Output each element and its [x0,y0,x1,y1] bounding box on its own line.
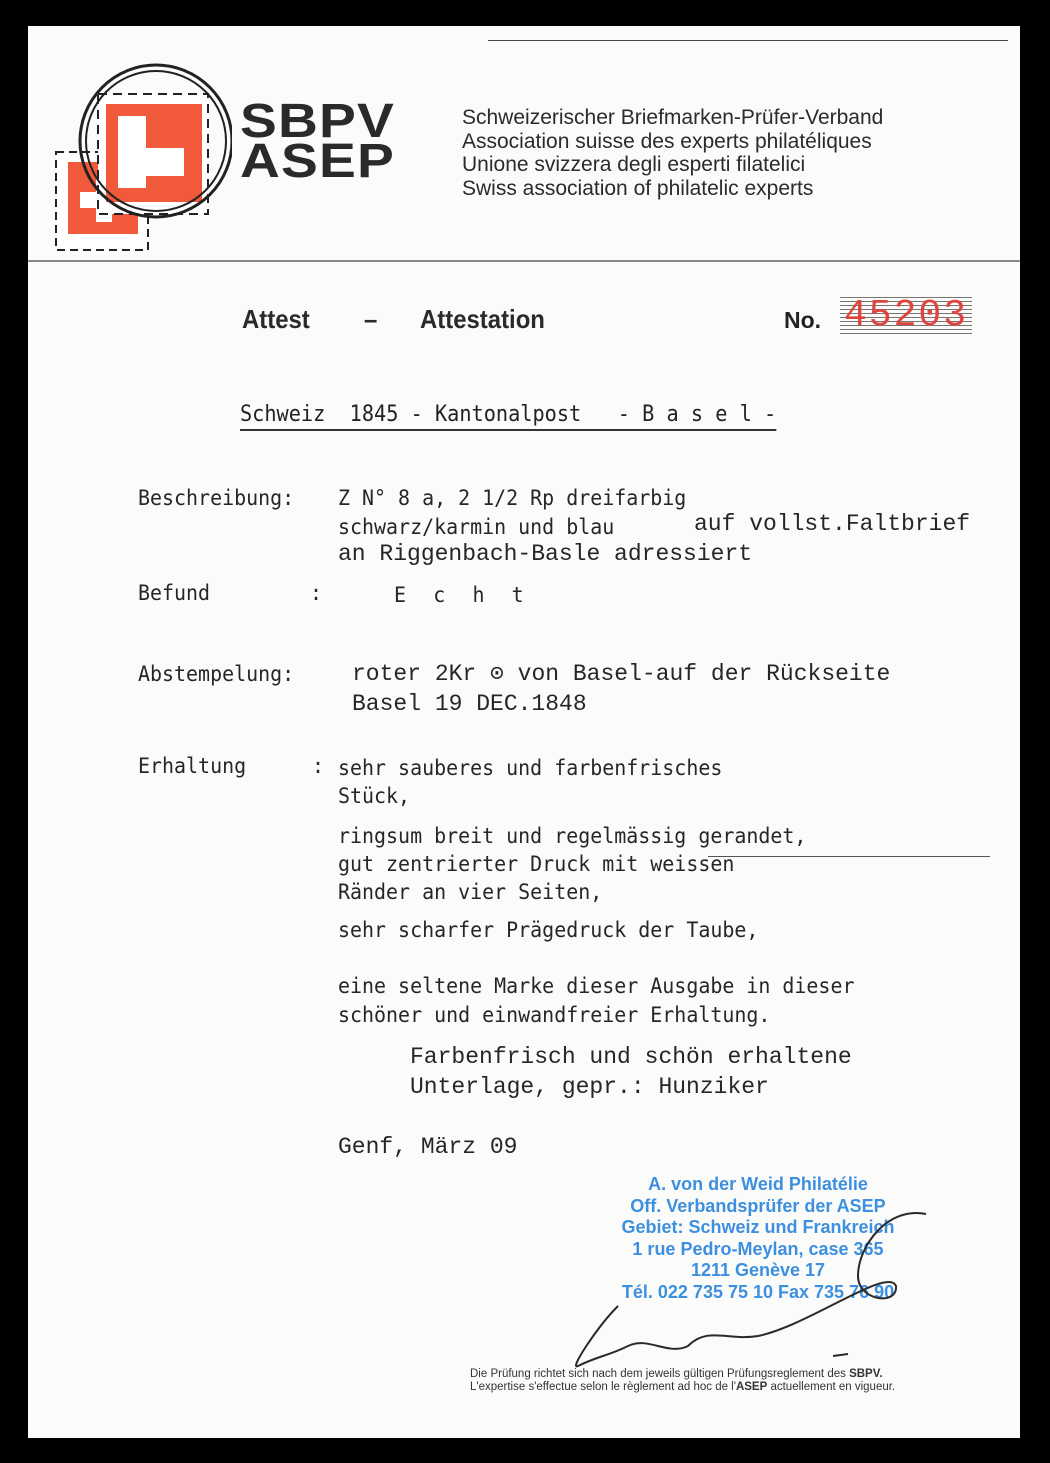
association-name-it: Unione svizzera degli esperti filatelici [462,153,806,176]
note-line-1: Farbenfrisch und schön erhaltene [410,1044,852,1070]
stamp-line-4: 1 rue Pedro-Meylan, case 365 [632,1238,884,1259]
stamp-line-3: Gebiet: Schweiz und Frankreich [621,1217,895,1237]
beschreibung-line-3: auf vollst.Faltbrief [694,511,971,537]
beschreibung-label: Beschreibung: [138,486,295,510]
abstempelung-line-1: roter 2Kr ⊙ von Basel-auf der Rückseite [352,661,891,687]
subject-heading: Schweiz 1845 - Kantonalpost - B a s e l - [240,402,776,431]
footer-line-de: Die Prüfung richtet sich nach dem jeweils gültigen Prüfungsreglement des SBPV. [470,1368,883,1380]
erhaltung-line-8: schöner und einwandfreier Erhaltung. [338,1003,771,1027]
number-label: No. [784,307,822,333]
certificate-page [28,26,1020,1438]
swiss-cross-stamp-magnifier-icon [42,44,232,254]
footer-line-fr: L'expertise s'effectue selon le règlement ad hoc de l'ASEP actuellement en vigueur. [470,1381,896,1393]
title-attest: Attest [242,304,310,334]
association-name-fr: Association suisse des experts philatéliques [462,129,872,153]
association-name-de: Schweizerischer Briefmarken-Prüfer-Verband [462,106,884,129]
footer-disclaimer [470,1368,895,1394]
place-date: Genf, März 09 [338,1134,518,1160]
association-name-en: Swiss association of philatelic experts [462,176,814,200]
beschreibung-line-1: Z N° 8 a, 2 1/2 Rp dreifarbig [338,486,687,510]
erhaltung-line-4: gut zentrierter Druck mit weissen [338,852,735,876]
befund-colon: : [310,581,323,605]
signature-icon [558,1206,958,1376]
erhaltung-line-7: eine seltene Marke dieser Ausgabe in dieser [338,974,855,998]
top-rule [488,40,1008,41]
stamp-line-2: Off. Verbandsprüfer der ASEP [630,1195,886,1216]
handwritten-underline [708,856,990,857]
note-line-2: Unterlage, gepr.: Hunziker [410,1074,769,1100]
title-attestation: Attestation [420,304,545,334]
title-dash: – [364,304,378,334]
befund-value: E c h t [394,583,532,607]
erhaltung-colon: : [312,754,325,778]
abstempelung-label: Abstempelung: [138,662,295,686]
brand-sbpv: SBPV [240,95,395,148]
abstempelung-line-2: Basel 19 DEC.1848 [352,691,587,717]
erhaltung-line-3: ringsum breit und regelmässig gerandet, [338,824,807,848]
befund-label: Befund [138,581,211,605]
erhaltung-line-6: sehr scharfer Prägedruck der Taube, [338,918,759,942]
stamp-line-1: A. von der Weid Philatélie [648,1174,868,1194]
beschreibung-line-4: an Riggenbach-Basle adressiert [338,541,753,567]
erhaltung-line-1: sehr sauberes und farbenfrisches [338,756,723,780]
stamp-line-5: 1211 Genève 17 [690,1260,826,1280]
erhaltung-line-5: Ränder an vier Seiten, [338,880,603,904]
brand-asep: ASEP [240,135,395,188]
association-names [462,106,883,200]
erhaltung-label: Erhaltung [138,754,247,778]
certificate-number: 45203 [840,294,972,337]
beschreibung-line-2: schwarz/karmin und blau [338,515,615,539]
erhaltung-line-2: Stück, [338,784,411,808]
brand-logo-text [240,95,395,188]
stamp-line-6: Tél. 022 735 75 10 Fax 735 76 90 [621,1281,895,1302]
header-divider [28,260,1020,262]
